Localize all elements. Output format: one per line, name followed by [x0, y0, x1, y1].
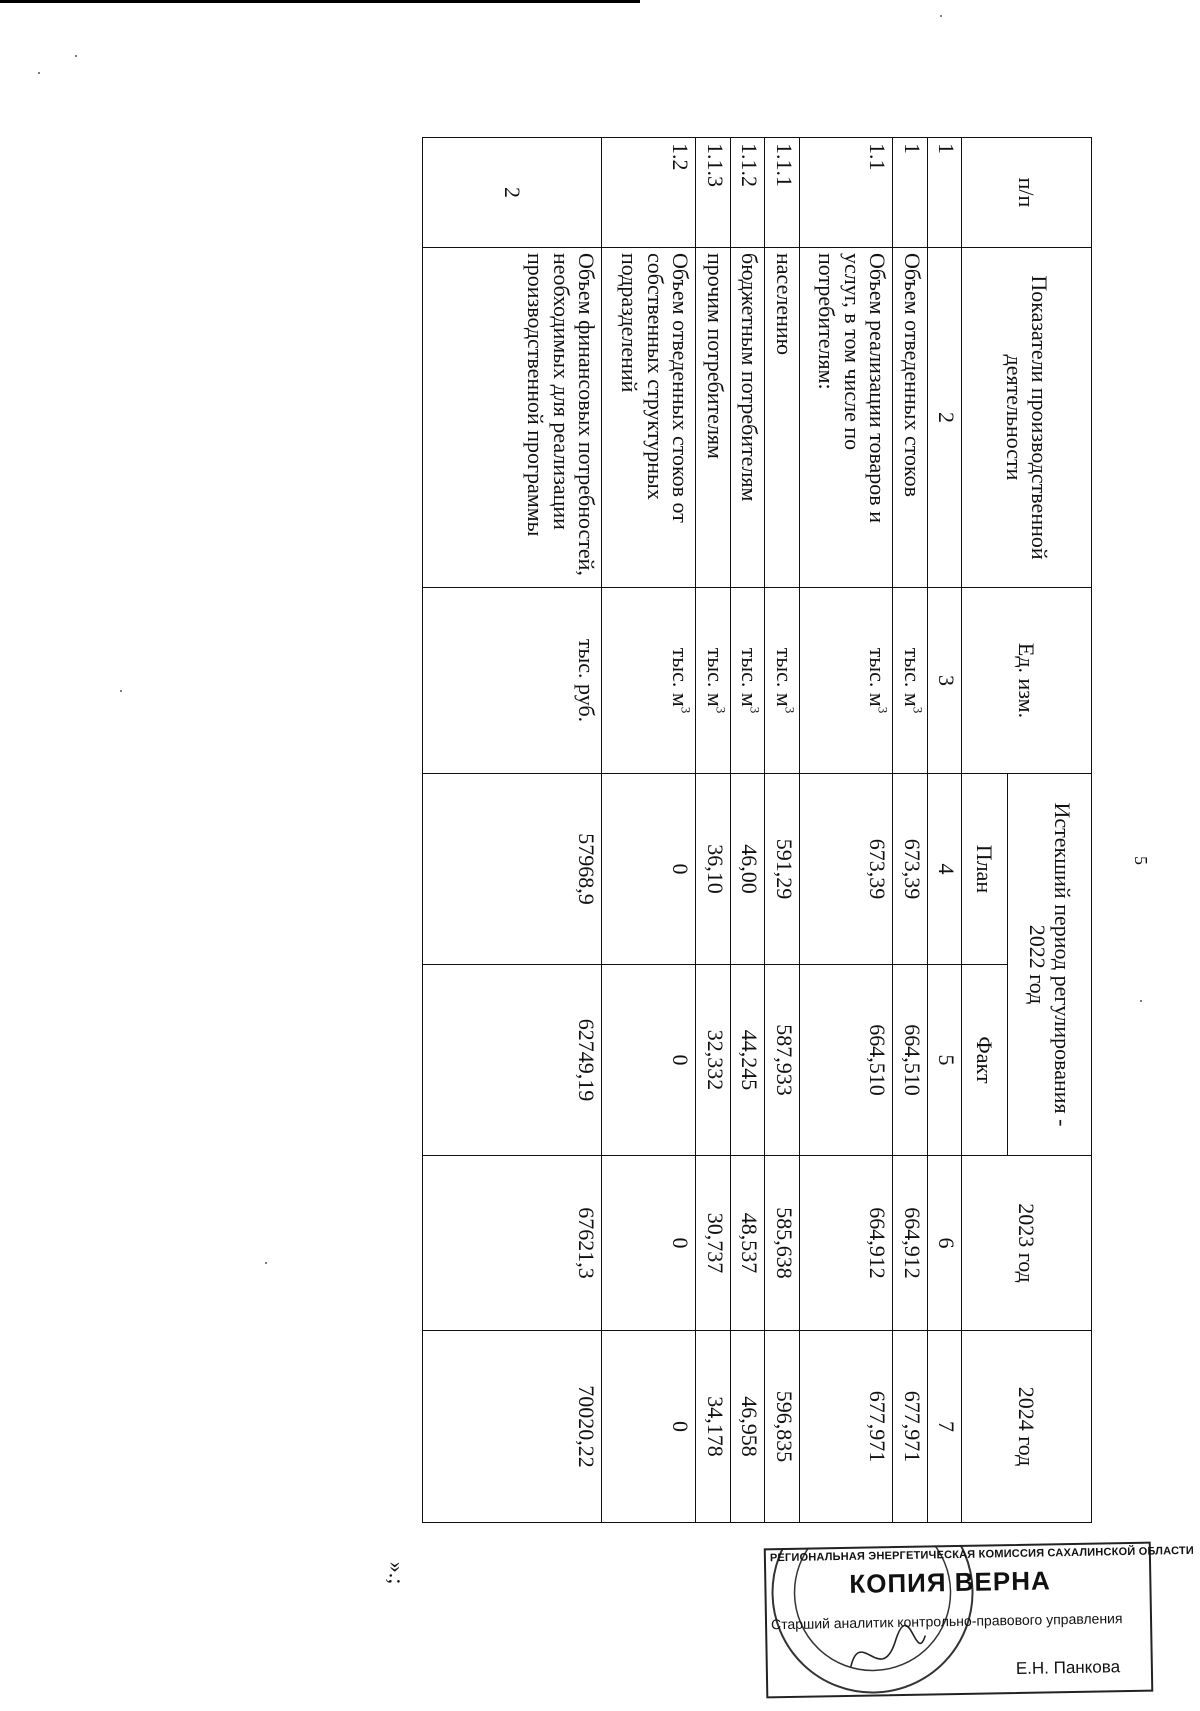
- copy-certified-stamp: [764, 1542, 1195, 1697]
- table-row: [800, 138, 893, 1523]
- row-fact: 44,245: [730, 965, 765, 1156]
- row-2024: 0: [601, 1331, 695, 1523]
- row-name: прочим потребителям: [696, 248, 731, 588]
- row-name: Объем реализации товаров и услуг, в том числе по потребителям:: [800, 248, 893, 588]
- row-name: Объем отведенных стоков: [892, 248, 927, 588]
- row-fact: 587,933: [765, 965, 800, 1156]
- row-plan: 46,00: [730, 774, 765, 965]
- row-code: 2: [423, 138, 602, 248]
- header-indicator: Показатели производственной деятельности: [962, 248, 1092, 588]
- column-number: 7: [927, 1331, 962, 1523]
- stamp-org: РЕГИОНАЛЬНАЯ ЭНЕРГЕТИЧЕСКАЯ КОМИССИЯ САХАЛИНСКОЙ ОБЛАСТИ: [769, 1544, 1195, 1565]
- row-fact: 664,510: [892, 965, 927, 1156]
- header-fact: Факт: [962, 965, 1008, 1156]
- scan-speck: [1140, 1000, 1142, 1002]
- row-2024: 677,971: [800, 1331, 893, 1523]
- row-plan: 0: [601, 774, 695, 965]
- row-2023: 664,912: [800, 1156, 893, 1331]
- row-code: 1.1.1: [765, 138, 800, 248]
- scan-speck: [940, 15, 942, 17]
- header-2024: 2024 год: [962, 1331, 1092, 1523]
- row-code: 1.1.2: [730, 138, 765, 248]
- rotated-table-wrapper: [422, 137, 1092, 1522]
- stamp-name: Е.Н. Панкова: [1015, 1657, 1121, 1678]
- row-plan: 591,29: [765, 774, 800, 965]
- table-row: [696, 138, 731, 1523]
- table-row: [730, 138, 765, 1523]
- row-name: Объем финансовых потребностей, необходимых для реализации производственной программы: [423, 248, 602, 588]
- row-2023: 30,737: [696, 1156, 731, 1331]
- column-number: 3: [927, 588, 962, 774]
- row-2024: 70020,22: [423, 1331, 602, 1523]
- row-unit: тыс. $м^3$: [800, 588, 893, 774]
- row-name: бюджетным потребителям: [730, 248, 765, 588]
- top-edge-rule: [0, 0, 640, 3]
- table-row: [892, 138, 927, 1523]
- scan-speck: [120, 690, 122, 692]
- row-plan: 673,39: [800, 774, 893, 965]
- stamp-position: Старший аналитик контрольно-правового управления: [770, 1610, 1123, 1633]
- row-2024: 46,958: [730, 1331, 765, 1523]
- row-plan: 57968,9: [423, 774, 602, 965]
- table-row: [765, 138, 800, 1523]
- row-fact: 62749,19: [423, 965, 602, 1156]
- scan-speck: [75, 55, 77, 57]
- header-current-period: Истекший период регулирования - 2022 год: [1008, 774, 1092, 1156]
- row-unit: тыс. $м^3$: [730, 588, 765, 774]
- column-number: 1: [927, 138, 962, 248]
- column-number: 2: [927, 248, 962, 588]
- row-code: 1.2: [601, 138, 695, 248]
- indicators-table: [422, 137, 1092, 1523]
- row-code: 1: [892, 138, 927, 248]
- header-2023: 2023 год: [962, 1156, 1092, 1331]
- row-2023: 0: [601, 1156, 695, 1331]
- row-unit: тыс. руб.: [423, 588, 602, 774]
- row-unit: тыс. $м^3$: [765, 588, 800, 774]
- row-fact: 0: [601, 965, 695, 1156]
- row-2023: 585,638: [765, 1156, 800, 1331]
- scan-speck: [38, 72, 40, 74]
- stamp-title: КОПИЯ ВЕРНА: [849, 1565, 1052, 1599]
- row-plan: 36,10: [696, 774, 731, 965]
- table-row: [423, 138, 602, 1523]
- row-unit: тыс. $м^3$: [696, 588, 731, 774]
- column-number: 4: [927, 774, 962, 965]
- table-row: [601, 138, 695, 1523]
- row-name: населению: [765, 248, 800, 588]
- scan-speck: [265, 1262, 267, 1264]
- header-unit: Ед. изм.: [962, 588, 1092, 774]
- column-number: 6: [927, 1156, 962, 1331]
- row-fact: 664,510: [800, 965, 893, 1156]
- row-plan: 673,39: [892, 774, 927, 965]
- page-number: 5: [1131, 856, 1151, 865]
- row-2024: 677,971: [892, 1331, 927, 1523]
- closing-quote: ».;: [384, 1561, 410, 1585]
- header-plan: План: [962, 774, 1008, 965]
- row-unit: тыс. $м^3$: [601, 588, 695, 774]
- row-code: 1.1.3: [696, 138, 731, 248]
- row-2023: 67621,3: [423, 1156, 602, 1331]
- row-code: 1.1: [800, 138, 893, 248]
- row-name: Объем отведенных стоков от собственных структурных подразделений: [601, 248, 695, 588]
- row-fact: 32,332: [696, 965, 731, 1156]
- row-2023: 664,912: [892, 1156, 927, 1331]
- row-2023: 48,537: [730, 1156, 765, 1331]
- row-unit: тыс. $м^3$: [892, 588, 927, 774]
- column-number: 5: [927, 965, 962, 1156]
- header-num: п/п: [962, 138, 1092, 248]
- row-2024: 596,835: [765, 1331, 800, 1523]
- row-2024: 34,178: [696, 1331, 731, 1523]
